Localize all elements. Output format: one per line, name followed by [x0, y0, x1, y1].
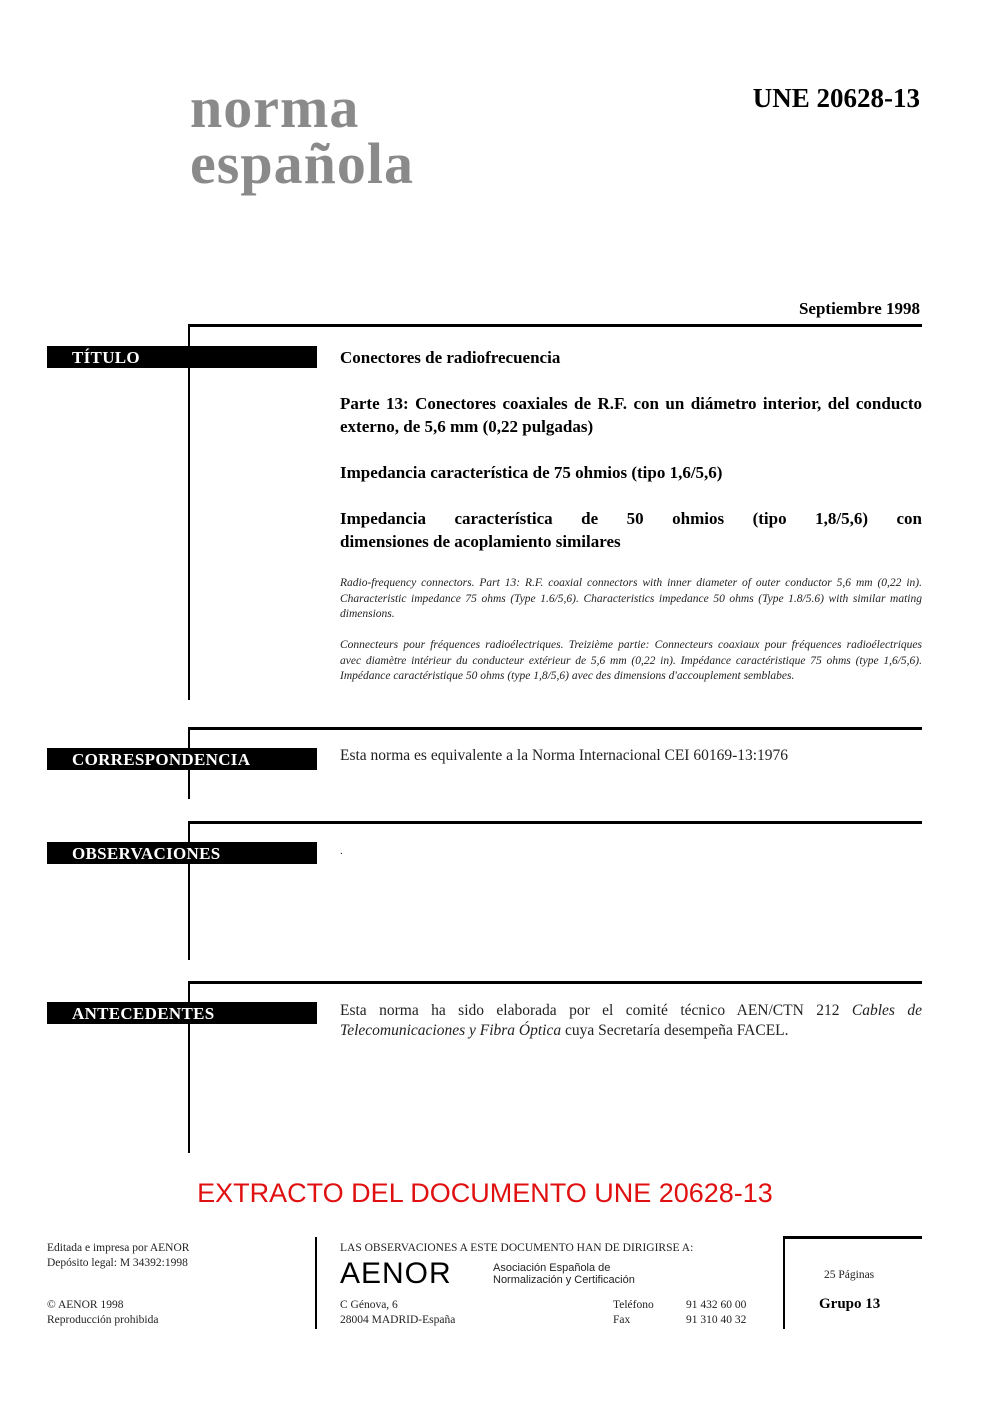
- footer-group: Grupo 13: [819, 1296, 881, 1312]
- document-date: Septiembre 1998: [798, 299, 920, 318]
- titulo-french: Connecteurs pour fréquences radioélectriques. Treizième partie: Connecteurs coaxiaux pour fréquences radioélectriques avec diamètre intérieur du conducteur extérieur de 5,6 mm (0,22 in). Impédance caractéristique 75 ohms (type 1,6/5,6). Impédance caractéristique 50 ohms (type 1,8/5,6) avec des dimensions d'accouplement semblabes.: [340, 639, 922, 682]
- correspondencia-label: CORRESPONDENCIA: [47, 748, 317, 770]
- document-code: UNE 20628-13: [752, 83, 920, 113]
- footer-fax-label: Fax: [613, 1314, 631, 1326]
- footer-reproduction: Reproducción prohibida: [47, 1314, 159, 1326]
- footer-deposit: Depósito legal: M 34392:1998: [47, 1257, 188, 1269]
- aenor-association-line-2: Normalización y Certificación: [493, 1274, 635, 1286]
- footer-fax: 91 310 40 32: [686, 1314, 747, 1326]
- titulo-label: TÍTULO: [47, 346, 317, 368]
- titulo-english: Radio-frequency connectors. Part 13: R.F. coaxial connectors with inner diameter of outer conductor 5,6 mm (0,22 in). Characteristic impedance 75 ohms (Type 1.6/5,6). Characteristics impedance 50 ohms (Type 1.8/5.6) with similar mating dimensions.: [340, 577, 922, 620]
- titulo-part: Parte 13: Conectores coaxiales de R.F. con un diámetro interior, del conducto externo, de 5,6 mm (0,22 pulgadas): [340, 394, 922, 436]
- antecedentes-label: ANTECEDENTES: [47, 1002, 317, 1024]
- footer-edited: Editada e impresa por AENOR: [47, 1242, 190, 1254]
- antecedentes-text: [340, 1001, 922, 1041]
- antecedentes-text-start: Esta norma ha sido elaborada por el comité técnico AEN/CTN 212: [340, 1002, 852, 1019]
- observaciones-label: OBSERVACIONES: [47, 842, 317, 864]
- footer-box-side-rule: [783, 1236, 785, 1329]
- observaciones-top-rule: [188, 821, 922, 824]
- titulo-impedance-50-line-2: dimensiones de acoplamiento similares: [340, 532, 621, 551]
- observaciones-text: .: [340, 845, 343, 857]
- footer-address-line-1: C Génova, 6: [340, 1299, 398, 1311]
- footer-divider-left: [315, 1237, 317, 1329]
- footer-box-top-rule: [783, 1236, 922, 1239]
- titulo-impedance-50-line-1: Impedancia característica de 50 ohmios (tipo 1,8/5,6) con: [340, 509, 922, 528]
- footer-phone-label: Teléfono: [613, 1299, 654, 1311]
- footer-notice: LAS OBSERVACIONES A ESTE DOCUMENTO HAN DE DIRIGIRSE A:: [340, 1242, 694, 1254]
- antecedentes-text-end: cuya Secretaría desempeña FACEL.: [561, 1022, 789, 1039]
- titulo-heading: Conectores de radiofrecuencia: [340, 348, 561, 367]
- titulo-side-rule: [188, 324, 190, 700]
- aenor-association: [493, 1262, 635, 1286]
- brand-line-1: norma: [190, 75, 360, 140]
- extract-watermark: EXTRACTO DEL DOCUMENTO UNE 20628-13: [197, 1178, 773, 1208]
- correspondencia-top-rule: [188, 727, 922, 730]
- antecedentes-committee-name: Cables de Telecomunicaciones y Fibra Óptica: [340, 1002, 923, 1039]
- aenor-logo: AENOR: [340, 1257, 452, 1290]
- footer-phone: 91 432 60 00: [686, 1299, 747, 1311]
- footer-address-line-2: 28004 MADRID-España: [340, 1314, 456, 1326]
- titulo-impedance-75: Impedancia característica de 75 ohmios (tipo 1,6/5,6): [340, 463, 723, 482]
- titulo-impedance-50: [340, 507, 922, 553]
- footer-copyright: © AENOR 1998: [47, 1299, 124, 1311]
- footer-pages: 25 Páginas: [824, 1269, 875, 1281]
- correspondencia-text: Esta norma es equivalente a la Norma Internacional CEI 60169-13:1976: [340, 747, 789, 764]
- brand-line-2: española: [190, 131, 414, 196]
- titulo-top-rule: [188, 324, 922, 327]
- aenor-association-line-1: Asociación Española de: [493, 1262, 611, 1274]
- antecedentes-top-rule: [188, 981, 922, 984]
- brand-title: [190, 75, 414, 196]
